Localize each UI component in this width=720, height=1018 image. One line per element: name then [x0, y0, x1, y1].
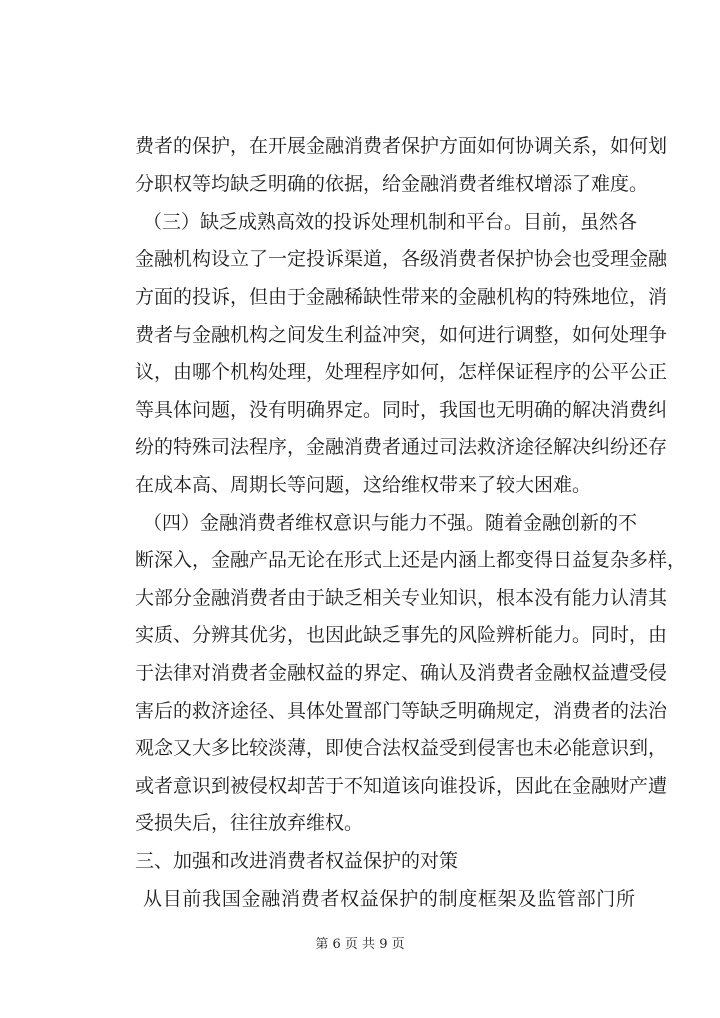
body-text-line: 金融机构设立了一定投诉渠道，各级消费者保护协会也受理金融 — [135, 248, 668, 270]
body-text-line: 大部分金融消费者由于缺乏相关专业知识，根本没有能力认清其 — [135, 587, 668, 609]
body-text-line: 实质、分辨其优劣，也因此缺乏事先的风险辨析能力。同时，由 — [135, 624, 668, 646]
body-text-line: 纷的特殊司法程序，金融消费者通过司法救济途径解决纠纷还存 — [135, 436, 668, 458]
body-text-line: 断深入，金融产品无论在形式上还是内涵上都变得日益复杂多样， — [135, 549, 687, 571]
section-heading-line: （四）金融消费者维权意识与能力不强。随着金融创新的不 — [143, 512, 638, 534]
body-text-line: 从目前我国金融消费者权益保护的制度框架及监管部门所 — [143, 888, 635, 910]
body-text-line: 分职权等均缺乏明确的依据，给金融消费者维权增添了难度。 — [135, 173, 649, 195]
body-text-line: 议，由哪个机构处理，处理程序如何，怎样保证程序的公平公正 — [135, 361, 668, 383]
body-text-line: 费者与金融机构之间发生利益冲突，如何进行调整，如何处理争 — [135, 324, 668, 346]
chapter-heading-line: 三、加强和改进消费者权益保护的对策 — [135, 850, 459, 872]
page-number-footer: 第 6 页 共 9 页 — [315, 937, 405, 952]
body-text-line: 受损失后，往往放弃维权。 — [135, 812, 364, 834]
body-text-line: 害后的救济途径、具体处置部门等缺乏明确规定，消费者的法治 — [135, 700, 668, 722]
body-text-line: 或者意识到被侵权却苦于不知道该向谁投诉，因此在金融财产遭 — [135, 775, 668, 797]
body-text-line: 方面的投诉，但由于金融稀缺性带来的金融机构的特殊地位，消 — [135, 286, 668, 308]
body-text-line: 费者的保护，在开展金融消费者保护方面如何协调关系，如何划 — [135, 135, 668, 157]
section-heading-line: （三）缺乏成熟高效的投诉处理机制和平台。目前，虽然各 — [143, 211, 638, 233]
body-text-line: 于法律对消费者金融权益的界定、确认及消费者金融权益遭受侵 — [135, 662, 668, 684]
body-text-line: 在成本高、周期长等问题，这给维权带来了较大困难。 — [135, 474, 592, 496]
body-text-line: 等具体问题，没有明确界定。同时，我国也无明确的解决消费纠 — [135, 399, 668, 421]
body-text-line: 观念又大多比较淡薄，即使合法权益受到侵害也未必能意识到， — [135, 737, 668, 759]
